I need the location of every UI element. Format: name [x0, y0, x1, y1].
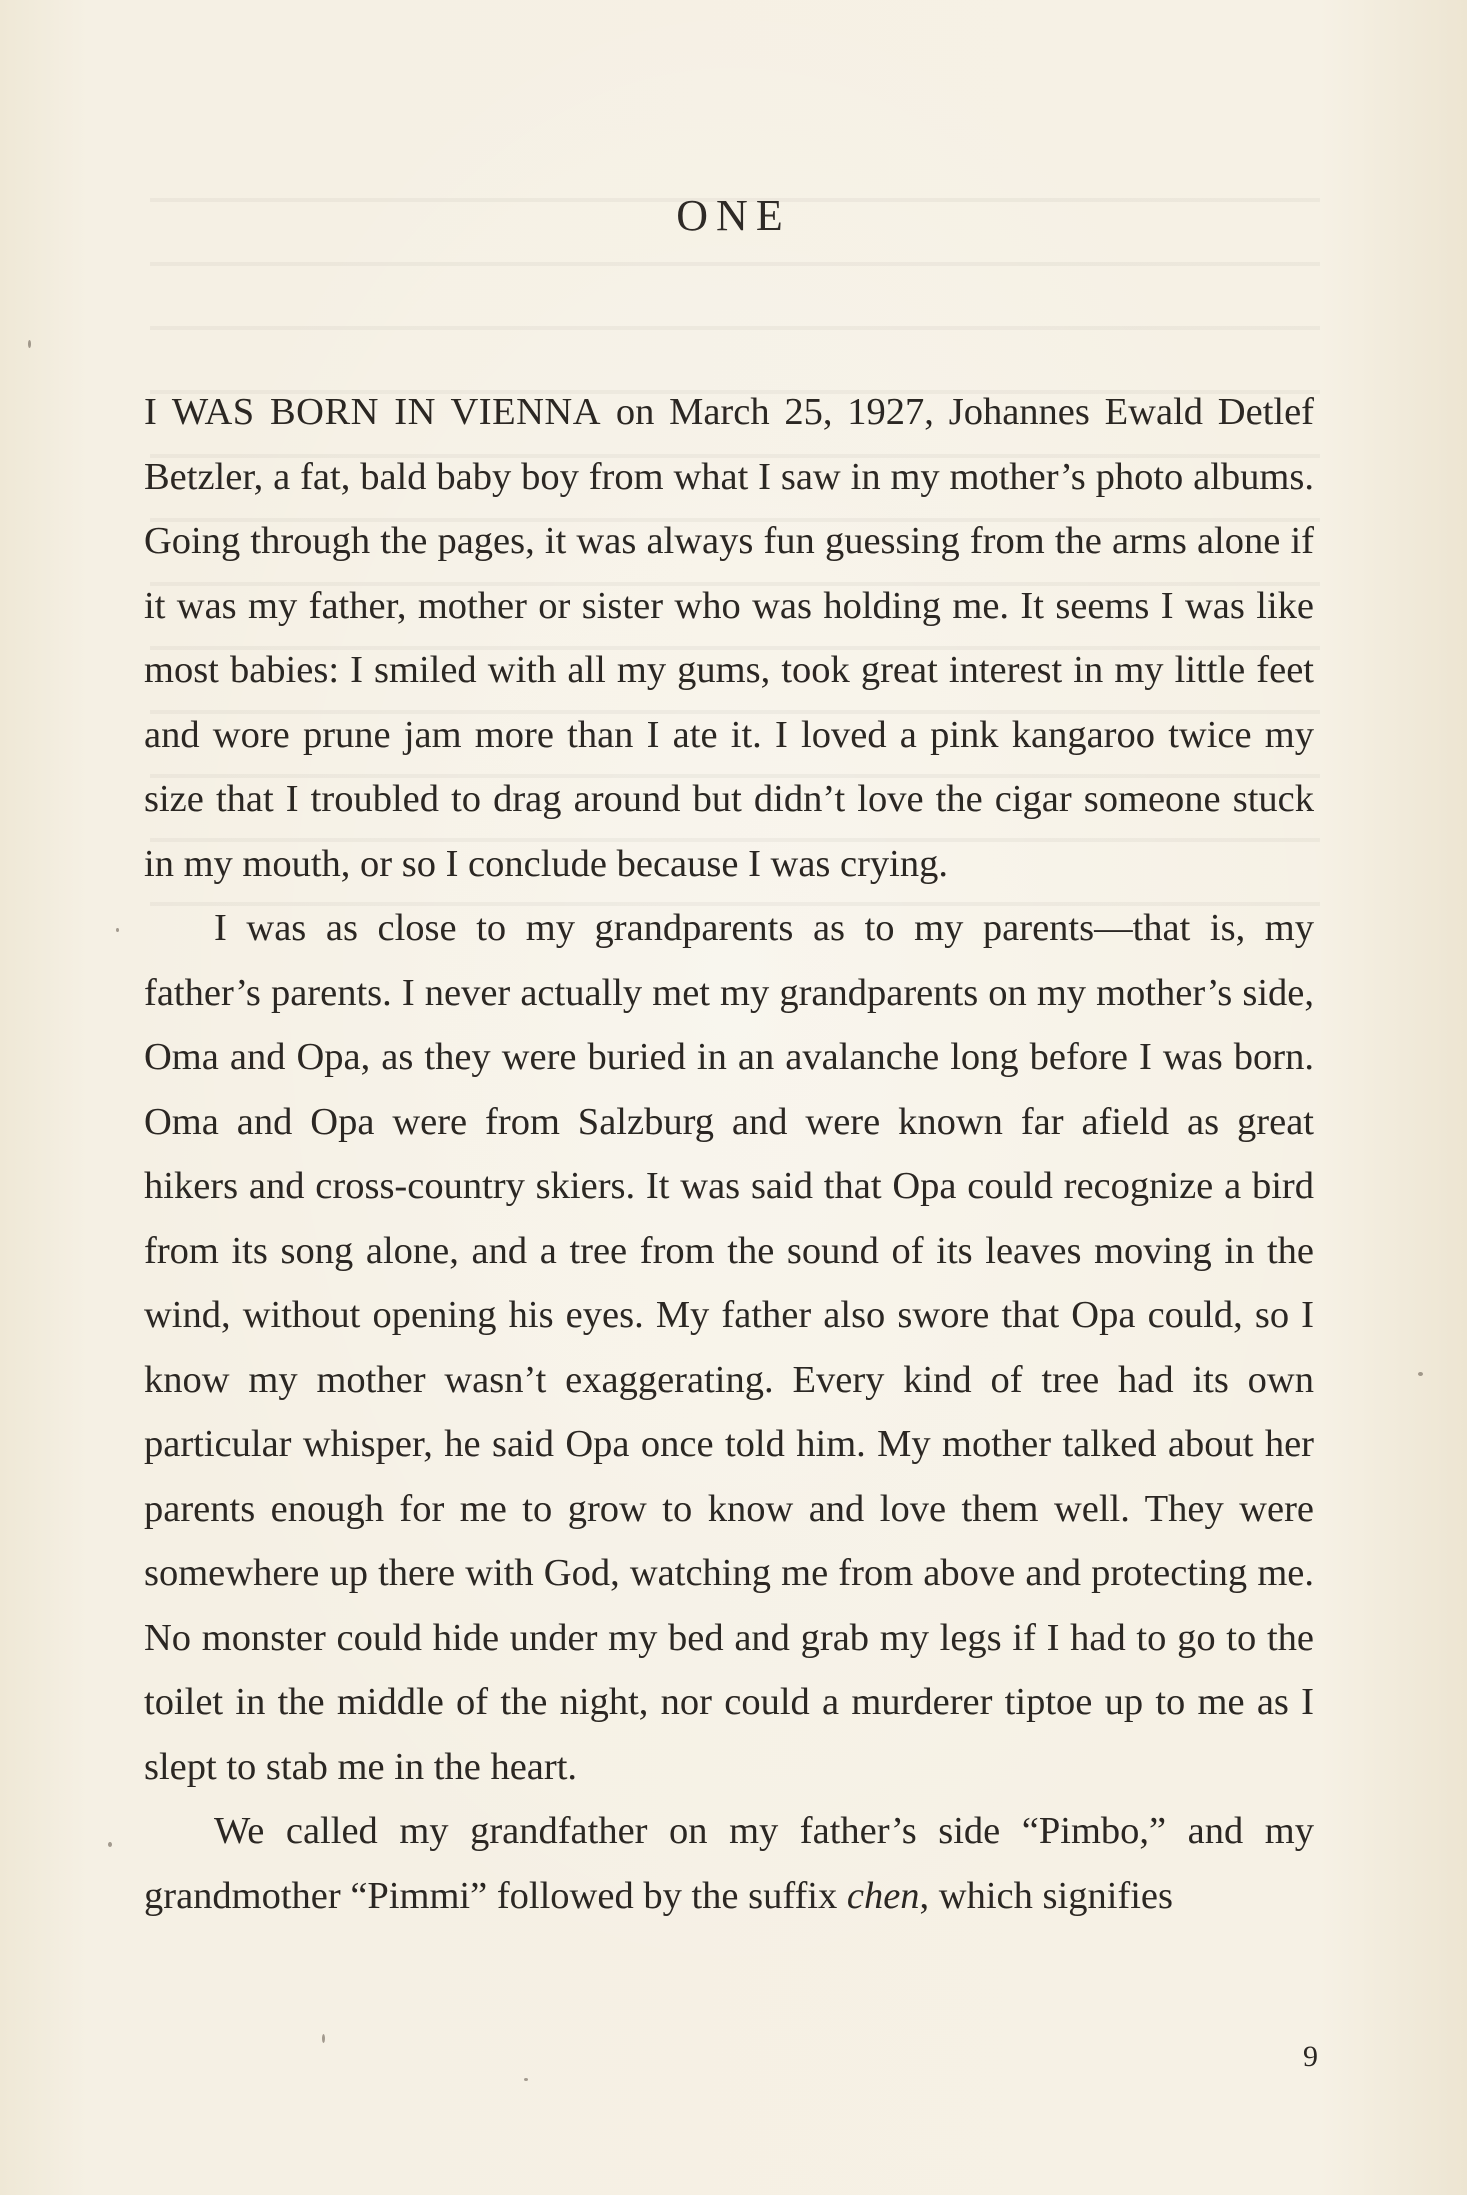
paper-speck — [524, 2078, 528, 2081]
paragraph-1 — [144, 380, 1314, 896]
paper-speck — [322, 2034, 325, 2043]
body-text — [144, 380, 1314, 1928]
paragraph-3-text-before: We called my grandfather on my father’s side “Pimbo,” and my grandmother “Pimmi” followed by the suffix — [144, 1810, 1314, 1917]
chapter-title: ONE — [676, 191, 791, 240]
paper-speck — [116, 928, 119, 932]
italic-word: chen — [846, 1874, 920, 1917]
paper-speck — [1418, 1372, 1423, 1376]
paper-speck — [28, 340, 31, 348]
paragraph-1-text: on March 25, 1927, Johannes Ewald Detlef Betzler, a fat, bald baby boy from what I saw in my mother’s photo albums. Going through the pages, it was always fun guessing from the arms alone if it was my father, mother or sister who was holding me. It seems I was like most babies: I smiled with all my gums, took great interest in my little feet and wore prune jam more than I ate it. I loved a pink kangaroo twice my size that I troubled to drag around but didn’t love the cigar someone stuck in my mouth, or so I conclude because I was crying. — [144, 391, 1314, 885]
paper-speck — [108, 1842, 112, 1847]
page-number: 9 — [1303, 2040, 1318, 2073]
opening-words: I WAS BORN IN VIENNA — [144, 391, 602, 433]
paragraph-2: I was as close to my grandparents as to my parents—that is, my father’s parents. I never actually met my grandparents on my mother’s side, Oma and Opa, as they were buried in an avalanche long before I was born. Oma and Opa were from Salzburg and were known far afield as great hikers and cross-country skiers. It was said that Opa could recognize a bird from its song alone, and a tree from the sound of its leaves moving in the wind, without opening his eyes. My father also swore that Opa could, so I know my mother wasn’t exaggerating. Every kind of tree had its own particular whisper, he said Opa once told him. My mother talked about her parents enough for me to grow to know and love them well. They were somewhere up there with God, watching me from above and protecting me. No monster could hide under my bed and grab my legs if I had to go to the toilet in the middle of the night, nor could a murderer tiptoe up to me as I slept to stab me in the heart. — [144, 907, 1314, 1788]
paragraph-3 — [144, 1799, 1314, 1928]
paragraph-3-text-after: , which signifies — [919, 1874, 1173, 1917]
